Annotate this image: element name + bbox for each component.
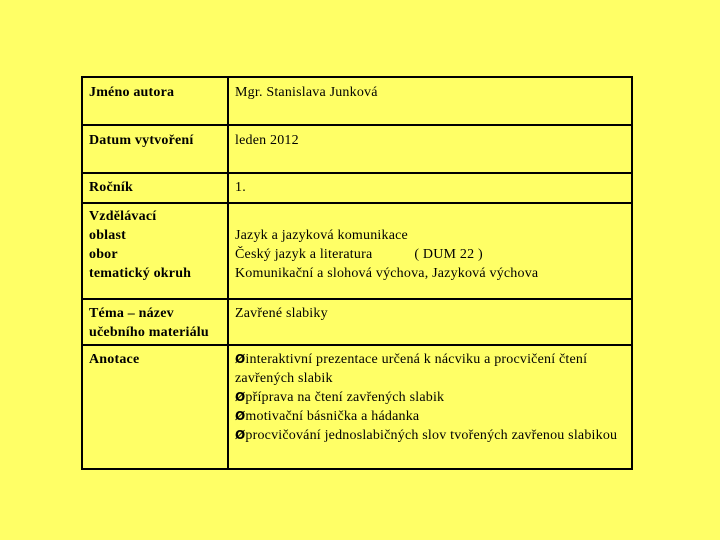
table-row-grade: [82, 173, 632, 203]
table-row-education-area: [82, 203, 632, 299]
annotation-bullet-text: příprava na čtení zavřených slabik: [245, 390, 445, 405]
date-label: Datum vytvoření: [82, 125, 228, 173]
table-row-annotation: [82, 345, 632, 469]
author-label: Jméno autora: [82, 77, 228, 125]
arrow-bullet-icon: Ø: [235, 428, 246, 442]
arrow-bullet-icon: Ø: [235, 409, 246, 423]
annotation-label: Anotace: [82, 345, 228, 469]
topic-value: Zavřené slabiky: [228, 299, 632, 345]
annotation-bullet-text: motivační básnička a hádanka: [245, 409, 420, 424]
annotation-bullet-item: [235, 426, 625, 445]
annotation-bullet-text: interaktivní prezentace určená k nácviku a procvičení čtení zavřených slabik: [235, 352, 588, 386]
topic-label-line: učebního materiálu: [89, 325, 209, 340]
grade-value: 1.: [228, 173, 632, 203]
arrow-bullet-icon: Ø: [235, 352, 246, 366]
topic-label: [82, 299, 228, 345]
annotation-bullet-item: [235, 407, 625, 426]
education-area-label: [82, 203, 228, 299]
annotation-bullet-text: procvičování jednoslabičných slov tvořených zavřenou slabikou: [245, 428, 618, 443]
education-area-value-line: Jazyk a jazyková komunikace: [235, 228, 408, 243]
table-row-author: [82, 77, 632, 125]
arrow-bullet-icon: Ø: [235, 390, 246, 404]
metadata-table: [81, 76, 633, 470]
table-row-date: [82, 125, 632, 173]
education-area-label-line: obor: [89, 247, 118, 262]
education-area-label-line: tematický okruh: [89, 266, 192, 281]
education-area-value-line: Komunikační a slohová výchova, Jazyková výchova: [235, 266, 539, 281]
education-area-label-line: oblast: [89, 228, 126, 243]
annotation-bullet-item: [235, 388, 625, 407]
grade-label: Ročník: [82, 173, 228, 203]
education-area-value: [228, 203, 632, 299]
education-area-label-line: Vzdělávací: [89, 209, 157, 224]
subject-text: Český jazyk a literatura: [235, 247, 373, 262]
education-area-value-line: [235, 245, 625, 264]
table-row-topic: [82, 299, 632, 345]
topic-label-line: Téma – název: [89, 306, 174, 321]
annotation-value: [228, 345, 632, 469]
dum-code: ( DUM 22 ): [414, 247, 483, 262]
author-value: Mgr. Stanislava Junková: [228, 77, 632, 125]
date-value: leden 2012: [228, 125, 632, 173]
annotation-bullet-item: [235, 350, 625, 388]
